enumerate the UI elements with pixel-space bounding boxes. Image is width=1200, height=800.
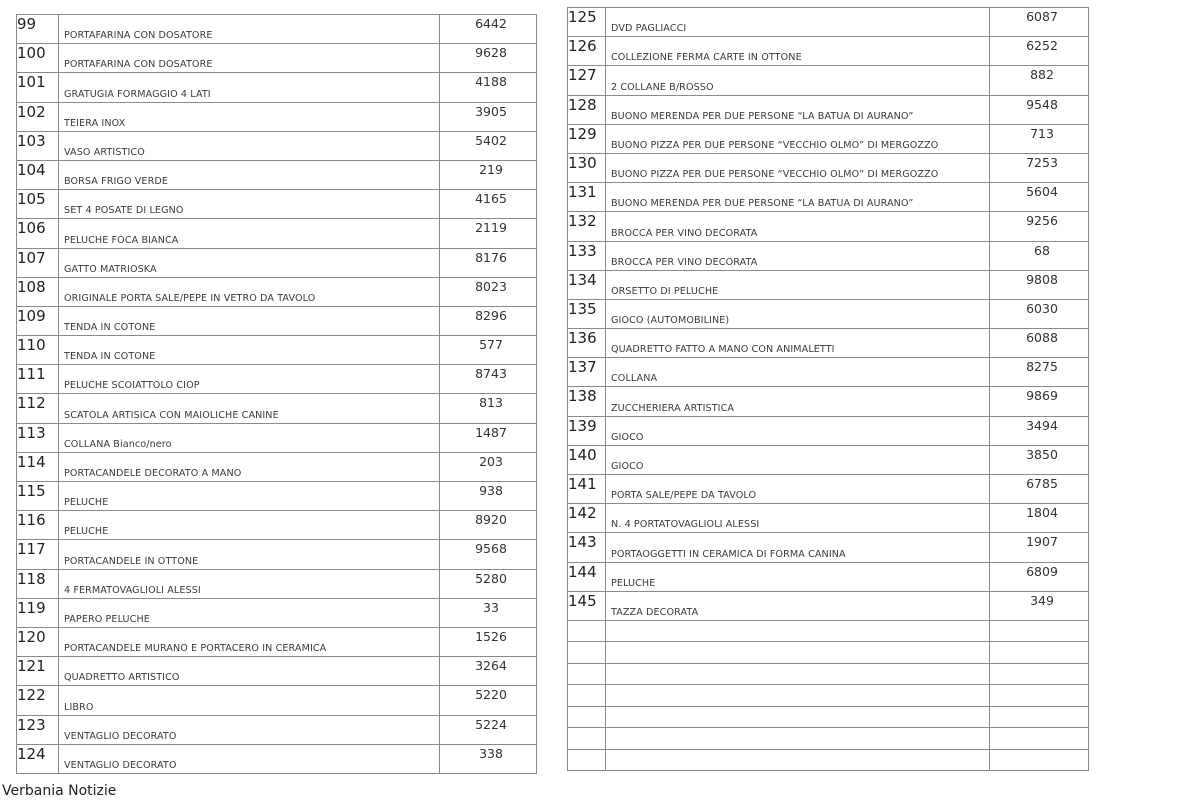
table-row [568,66,1089,95]
table-row [17,190,537,219]
table-row [568,591,1089,620]
ticket-number: 33 [440,598,537,627]
prize-number: 112 [17,394,59,423]
prize-description: BUONO MERENDA PER DUE PERSONE “LA BATUA DI AURANO” [606,95,990,124]
empty-cell [990,642,1089,664]
empty-row [568,706,1089,728]
empty-cell [990,749,1089,771]
table-row [568,37,1089,66]
empty-cell [568,749,606,771]
prize-description: DVD PAGLIACCI [606,8,990,37]
table-row [17,219,537,248]
empty-cell [568,728,606,750]
table-row [568,299,1089,328]
table-row [17,306,537,335]
ticket-number: 8296 [440,306,537,335]
ticket-number: 1487 [440,423,537,452]
ticket-number: 68 [990,241,1089,270]
prize-number: 138 [568,387,606,416]
table-row [17,131,537,160]
table-row [17,452,537,481]
table-row [17,365,537,394]
table-row [568,329,1089,358]
prize-description: BORSA FRIGO VERDE [59,160,440,189]
prize-description: TENDA IN COTONE [59,336,440,365]
empty-cell [568,685,606,707]
prize-number: 123 [17,715,59,744]
prize-number: 108 [17,277,59,306]
source-credit: Verbania Notizie [2,783,117,799]
ticket-number: 6088 [990,329,1089,358]
prize-description: BUONO PIZZA PER DUE PERSONE “VECCHIO OLMO” DI MERGOZZO [606,124,990,153]
ticket-number: 9548 [990,95,1089,124]
table-row [17,248,537,277]
prize-number: 126 [568,37,606,66]
prize-number: 144 [568,562,606,591]
prize-number: 106 [17,219,59,248]
prize-description: BUONO PIZZA PER DUE PERSONE “VECCHIO OLMO” DI MERGOZZO [606,153,990,182]
empty-row [568,642,1089,664]
table-row [568,416,1089,445]
empty-row [568,749,1089,771]
ticket-number: 5402 [440,131,537,160]
prize-description: GIOCO (AUTOMOBILINE) [606,299,990,328]
prize-description: GATTO MATRIOSKA [59,248,440,277]
ticket-number: 1804 [990,504,1089,533]
prize-number: 127 [568,66,606,95]
table-row [568,387,1089,416]
prize-number: 132 [568,212,606,241]
ticket-number: 8176 [440,248,537,277]
prize-description: PORTAFARINA CON DOSATORE [59,44,440,73]
table-row [17,686,537,715]
table-row [568,445,1089,474]
prize-description: BROCCA PER VINO DECORATA [606,241,990,270]
prize-number: 125 [568,8,606,37]
ticket-number: 7253 [990,153,1089,182]
table-row [17,744,537,773]
prize-description: PELUCHE [59,482,440,511]
ticket-number: 9256 [990,212,1089,241]
prize-number: 107 [17,248,59,277]
ticket-number: 9808 [990,270,1089,299]
prize-number: 145 [568,591,606,620]
prize-description: BUONO MERENDA PER DUE PERSONE “LA BATUA DI AURANO” [606,183,990,212]
ticket-number: 882 [990,66,1089,95]
table-row [17,73,537,102]
prize-number: 134 [568,270,606,299]
prize-description: VENTAGLIO DECORATO [59,744,440,773]
prize-number: 143 [568,533,606,562]
prize-description: PELUCHE FOCA BIANCA [59,219,440,248]
prize-description: PELUCHE [59,511,440,540]
prize-number: 139 [568,416,606,445]
table-row [568,504,1089,533]
table-row [568,241,1089,270]
ticket-number: 1907 [990,533,1089,562]
prize-description: SET 4 POSATE DI LEGNO [59,190,440,219]
prize-description: 4 FERMATOVAGLIOLI ALESSI [59,569,440,598]
empty-cell [568,642,606,664]
prize-description: VENTAGLIO DECORATO [59,715,440,744]
prize-description: COLLANA [606,358,990,387]
empty-row [568,620,1089,642]
prize-description: PORTACANDELE IN OTTONE [59,540,440,569]
empty-cell [606,728,990,750]
ticket-number: 938 [440,482,537,511]
ticket-number: 9628 [440,44,537,73]
prize-description: PORTA SALE/PEPE DA TAVOLO [606,475,990,504]
empty-cell [568,706,606,728]
table-row [568,212,1089,241]
empty-cell [606,620,990,642]
prize-table-left [16,14,537,774]
prize-number: 141 [568,475,606,504]
table-row [17,44,537,73]
prize-number: 140 [568,445,606,474]
empty-cell [606,642,990,664]
prize-description: GIOCO [606,445,990,474]
ticket-number: 3905 [440,102,537,131]
prize-description: SCATOLA ARTISICA CON MAIOLICHE CANINE [59,394,440,423]
ticket-number: 6030 [990,299,1089,328]
prize-number: 121 [17,657,59,686]
prize-description: 2 COLLANE B/ROSSO [606,66,990,95]
prize-number: 119 [17,598,59,627]
prize-description: PORTACANDELE MURANO E PORTACERO IN CERAMICA [59,627,440,656]
table-row [568,183,1089,212]
prize-table-right [567,7,1089,771]
empty-cell [568,663,606,685]
ticket-number: 338 [440,744,537,773]
empty-cell [606,685,990,707]
empty-cell [606,749,990,771]
empty-row [568,728,1089,750]
table-row [17,657,537,686]
table-row [17,15,537,44]
ticket-number: 6809 [990,562,1089,591]
ticket-number: 8743 [440,365,537,394]
empty-cell [606,706,990,728]
empty-cell [990,663,1089,685]
prize-description: VASO ARTISTICO [59,131,440,160]
ticket-number: 5280 [440,569,537,598]
prize-number: 120 [17,627,59,656]
prize-description: BROCCA PER VINO DECORATA [606,212,990,241]
ticket-number: 9568 [440,540,537,569]
prize-number: 133 [568,241,606,270]
prize-number: 104 [17,160,59,189]
prize-description: GRATUGIA FORMAGGIO 4 LATI [59,73,440,102]
ticket-number: 3850 [990,445,1089,474]
prize-description: PORTAFARINA CON DOSATORE [59,15,440,44]
prize-description: LIBRO [59,686,440,715]
table-row [17,511,537,540]
ticket-number: 6442 [440,15,537,44]
table-row [568,358,1089,387]
table-row [17,160,537,189]
ticket-number: 219 [440,160,537,189]
ticket-number: 203 [440,452,537,481]
table-row [568,8,1089,37]
prize-description: TAZZA DECORATA [606,591,990,620]
prize-description: PORTAOGGETTI IN CERAMICA DI FORMA CANINA [606,533,990,562]
prize-description: COLLEZIONE FERMA CARTE IN OTTONE [606,37,990,66]
prize-number: 105 [17,190,59,219]
empty-cell [990,620,1089,642]
ticket-number: 5604 [990,183,1089,212]
prize-description: ZUCCHERIERA ARTISTICA [606,387,990,416]
prize-description: ORSETTO DI PELUCHE [606,270,990,299]
table-row [17,598,537,627]
prize-number: 122 [17,686,59,715]
table-row [17,102,537,131]
table-row [568,270,1089,299]
ticket-number: 3494 [990,416,1089,445]
prize-number: 128 [568,95,606,124]
prize-number: 142 [568,504,606,533]
prize-description: ORIGINALE PORTA SALE/PEPE IN VETRO DA TAVOLO [59,277,440,306]
prize-number: 129 [568,124,606,153]
table-row [568,124,1089,153]
table-row [17,423,537,452]
prize-description: TENDA IN COTONE [59,306,440,335]
prize-description: COLLANA Bianco/nero [59,423,440,452]
ticket-number: 813 [440,394,537,423]
table-row [17,540,537,569]
prize-number: 137 [568,358,606,387]
empty-cell [990,706,1089,728]
prize-number: 109 [17,306,59,335]
ticket-number: 2119 [440,219,537,248]
prize-number: 111 [17,365,59,394]
prize-number: 135 [568,299,606,328]
prize-description: PELUCHE [606,562,990,591]
ticket-number: 5224 [440,715,537,744]
ticket-number: 4188 [440,73,537,102]
prize-number: 115 [17,482,59,511]
table-row [568,475,1089,504]
ticket-number: 6252 [990,37,1089,66]
table-row [568,153,1089,182]
prize-number: 103 [17,131,59,160]
empty-cell [990,685,1089,707]
ticket-number: 8275 [990,358,1089,387]
prize-number: 113 [17,423,59,452]
prize-description: TEIERA INOX [59,102,440,131]
prize-number: 124 [17,744,59,773]
prize-number: 114 [17,452,59,481]
prize-number: 101 [17,73,59,102]
prize-number: 136 [568,329,606,358]
prize-number: 99 [17,15,59,44]
prize-number: 100 [17,44,59,73]
empty-cell [606,663,990,685]
prize-description: PELUCHE SCOIATTOLO CIOP [59,365,440,394]
ticket-number: 713 [990,124,1089,153]
prize-number: 110 [17,336,59,365]
table-row [17,627,537,656]
ticket-number: 9869 [990,387,1089,416]
prize-number: 102 [17,102,59,131]
table-row [17,569,537,598]
prize-description: QUADRETTO FATTO A MANO CON ANIMALETTI [606,329,990,358]
empty-cell [990,728,1089,750]
table-row [17,482,537,511]
ticket-number: 6087 [990,8,1089,37]
empty-row [568,685,1089,707]
prize-number: 131 [568,183,606,212]
prize-description: PORTACANDELE DECORATO A MANO [59,452,440,481]
empty-row [568,663,1089,685]
prize-description: PAPERO PELUCHE [59,598,440,627]
ticket-number: 5220 [440,686,537,715]
ticket-number: 3264 [440,657,537,686]
ticket-number: 1526 [440,627,537,656]
ticket-number: 8023 [440,277,537,306]
table-row [568,533,1089,562]
table-row [568,95,1089,124]
prize-description: N. 4 PORTATOVAGLIOLI ALESSI [606,504,990,533]
table-row [17,394,537,423]
prize-number: 116 [17,511,59,540]
empty-cell [568,620,606,642]
ticket-number: 8920 [440,511,537,540]
table-row [17,715,537,744]
table-row [17,277,537,306]
prize-number: 117 [17,540,59,569]
ticket-number: 4165 [440,190,537,219]
prize-description: QUADRETTO ARTISTICO [59,657,440,686]
prize-number: 130 [568,153,606,182]
ticket-number: 349 [990,591,1089,620]
prize-number: 118 [17,569,59,598]
table-row [568,562,1089,591]
table-row [17,336,537,365]
ticket-number: 6785 [990,475,1089,504]
prize-description: GIOCO [606,416,990,445]
ticket-number: 577 [440,336,537,365]
